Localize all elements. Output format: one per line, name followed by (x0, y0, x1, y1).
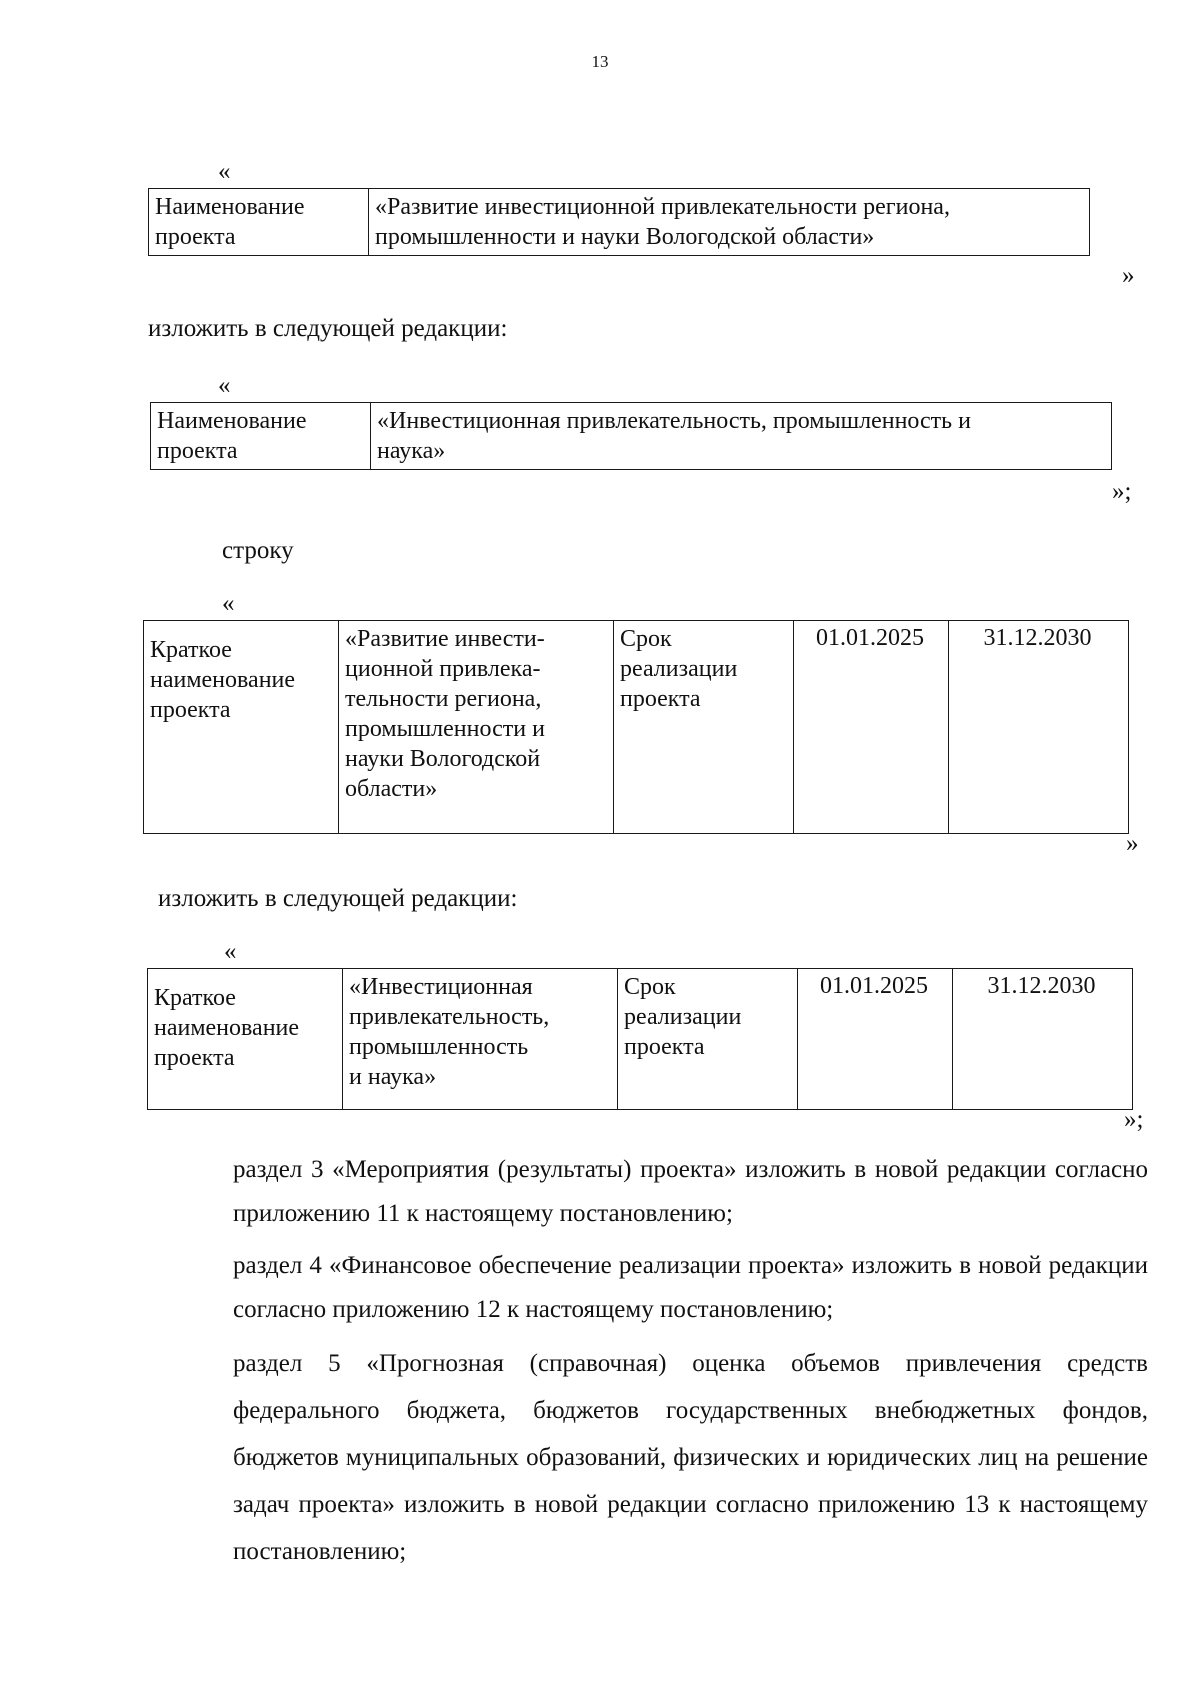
short-name-value (339, 621, 614, 834)
term-line: реализации (620, 656, 738, 682)
label-line: наименование (150, 667, 296, 693)
value-line: промышленности и науки Вологодской области» (375, 224, 875, 250)
end-date: 31.12.2030 (953, 969, 1133, 1110)
project-name-label (149, 189, 369, 256)
value-line: ционной привлека- (345, 656, 541, 682)
term-label (618, 969, 798, 1110)
short-name-label (148, 969, 343, 1110)
value-line: «Развитие инвести- (345, 626, 545, 652)
value-line: и наука» (349, 1064, 437, 1090)
end-date: 31.12.2030 (949, 621, 1129, 834)
paragraph-text: раздел 3 «Мероприятия (результаты) проекта» изложить в новой редакции согласно приложению 11 к настоящему постановлению; (233, 1156, 1148, 1227)
paragraph-section-3 (162, 1148, 1148, 1236)
value-line: привлекательность, (349, 1004, 550, 1030)
opening-quote: « (222, 590, 235, 617)
label-line: проекта (157, 438, 238, 464)
term-line: Срок (620, 626, 672, 652)
value-line: науки Вологодской (345, 746, 541, 772)
term-line: проекта (620, 686, 701, 712)
value-line: «Развитие инвестиционной привлекательности региона, (375, 194, 950, 220)
label-line: наименование (154, 1015, 300, 1041)
label-line: проекта (150, 697, 231, 723)
term-line: проекта (624, 1034, 705, 1060)
project-name-value (369, 189, 1090, 256)
paragraph-text: раздел 5 «Прогнозная (справочная) оценка объемов привлечения средств федерального бюджета, бюджетов государственных внебюджетных фондов, бюджетов муниципальных образований, физических и юридических лиц на решение задач проекта» изложить в новой редакции согласно приложению 13 к настоящему постановлению; (233, 1350, 1148, 1565)
project-name-value (371, 403, 1112, 470)
page-number: 13 (591, 52, 609, 71)
term-line: Срок (624, 974, 676, 1000)
value-line: тельности региона, (345, 686, 542, 712)
short-name-table-new (147, 968, 1133, 1110)
project-name-label (151, 403, 371, 470)
opening-quote: « (218, 372, 231, 399)
opening-quote: « (224, 938, 237, 965)
new-edition-phrase: изложить в следующей редакции: (158, 885, 518, 912)
label-line: проекта (155, 224, 236, 250)
value-line: «Инвестиционная привлекательность, промышленность и (377, 408, 971, 434)
new-edition-phrase: изложить в следующей редакции: (148, 315, 508, 342)
label-line: Наименование (155, 194, 305, 220)
short-name-value (343, 969, 618, 1110)
project-name-table-new (150, 402, 1112, 470)
paragraph-section-4 (162, 1244, 1148, 1332)
short-name-label (144, 621, 339, 834)
label-line: Наименование (157, 408, 307, 434)
closing-quote: » (1122, 262, 1135, 289)
closing-quote-semicolon: »; (1124, 1106, 1144, 1133)
opening-quote: « (218, 158, 231, 185)
start-date: 01.01.2025 (798, 969, 953, 1110)
value-line: «Инвестиционная (349, 974, 533, 1000)
value-line: наука» (377, 438, 446, 464)
project-name-table-old (148, 188, 1090, 256)
term-label (614, 621, 794, 834)
label-line: проекта (154, 1045, 235, 1071)
short-name-table-old (143, 620, 1129, 834)
value-line: промышленность (349, 1034, 529, 1060)
paragraph-section-5 (162, 1340, 1148, 1575)
row-word: строку (222, 537, 294, 564)
paragraph-text: раздел 4 «Финансовое обеспечение реализации проекта» изложить в новой редакции согласно приложению 12 к настоящему постановлению; (233, 1252, 1148, 1323)
value-line: промышленности и (345, 716, 545, 742)
term-line: реализации (624, 1004, 742, 1030)
start-date: 01.01.2025 (794, 621, 949, 834)
value-line: области» (345, 776, 438, 802)
label-line: Краткое (150, 637, 232, 663)
label-line: Краткое (154, 985, 236, 1011)
closing-quote-semicolon: »; (1112, 478, 1132, 505)
closing-quote: » (1126, 830, 1139, 857)
